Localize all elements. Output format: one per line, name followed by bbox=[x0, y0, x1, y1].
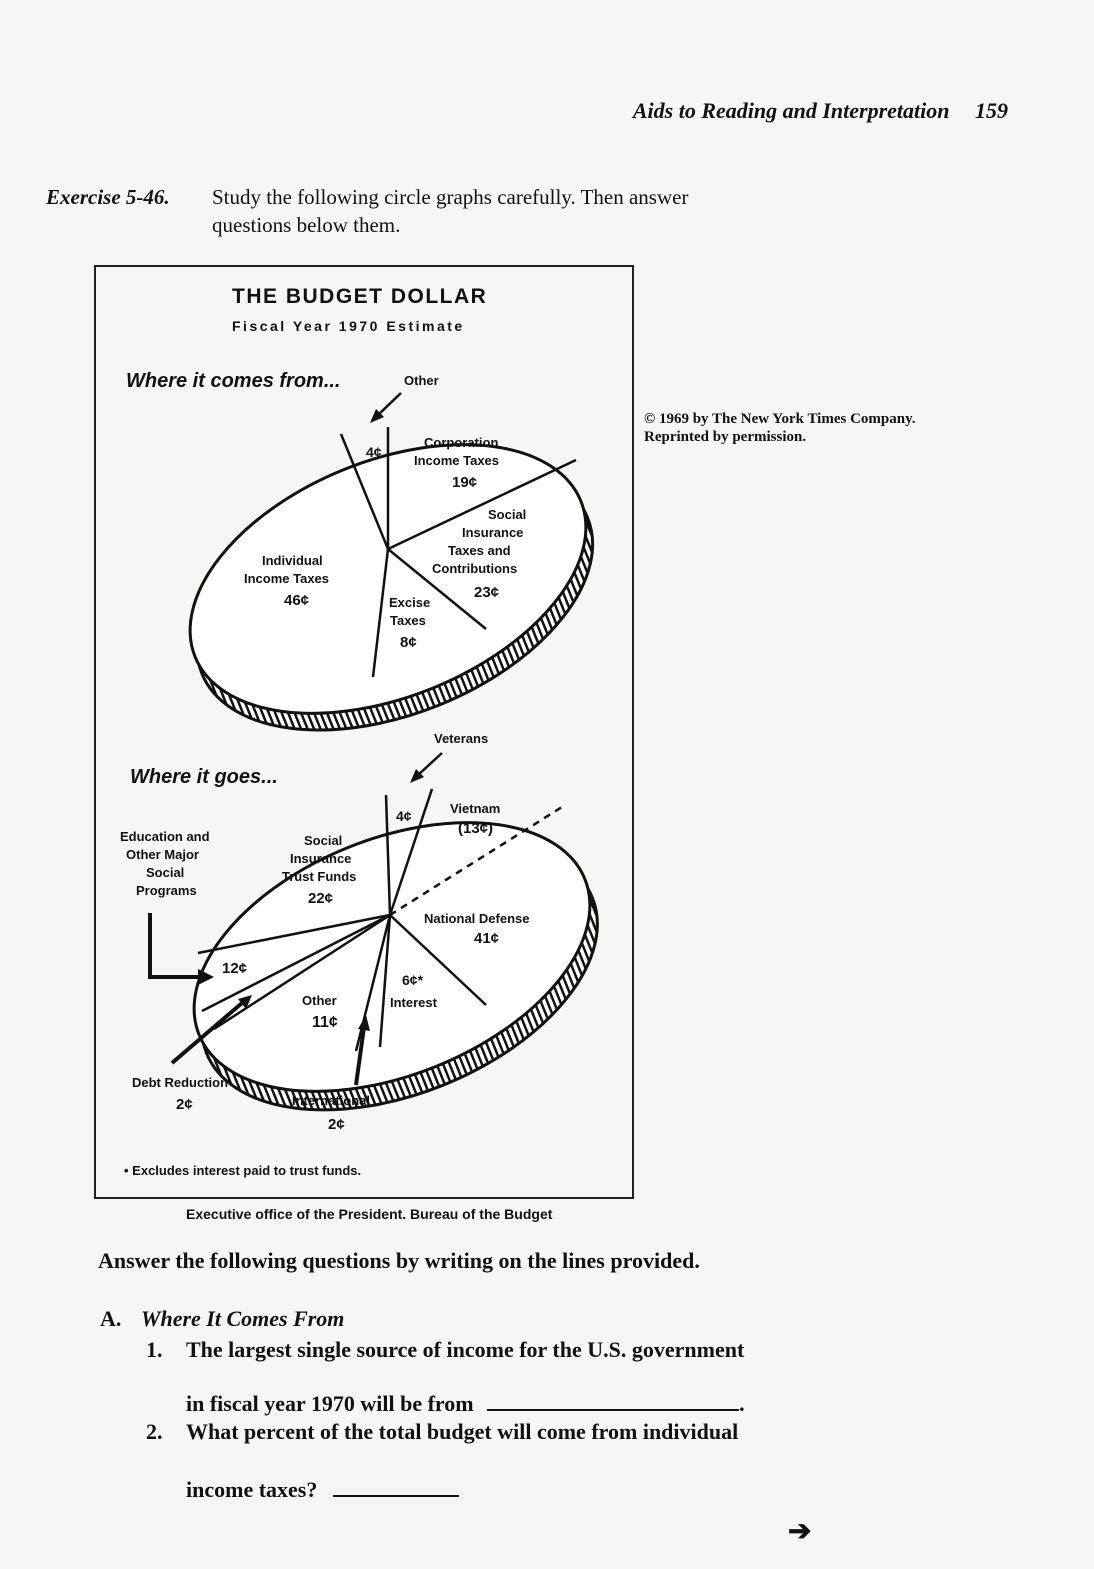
budget-chart-svg bbox=[96, 267, 636, 1201]
interest-value: 6¢* bbox=[402, 972, 424, 988]
income-pie bbox=[151, 373, 632, 783]
corp-value: 19¢ bbox=[452, 474, 478, 491]
budget-figure bbox=[94, 265, 634, 1199]
instruction-line-2: questions below them. bbox=[212, 213, 401, 237]
education-value: 12¢ bbox=[222, 960, 248, 977]
excise-value: 8¢ bbox=[400, 634, 417, 651]
figure-subtitle: Fiscal Year 1970 Estimate bbox=[232, 318, 465, 334]
question-2-number: 2. bbox=[146, 1419, 163, 1444]
spend-other-label: Other bbox=[302, 993, 337, 1008]
education-pointer bbox=[150, 913, 200, 977]
copyright-line-2: Reprinted by permission. bbox=[644, 429, 807, 445]
social-ins-label-4: Contributions bbox=[432, 561, 518, 576]
copyright-line-1: © 1969 by The New York Times Company. bbox=[644, 411, 916, 427]
social-ins-value: 23¢ bbox=[474, 584, 500, 601]
section-a-heading bbox=[100, 1306, 344, 1332]
corp-label-1: Corporation bbox=[424, 435, 499, 450]
corp-label-2: Income Taxes bbox=[414, 453, 500, 468]
international-value: 2¢ bbox=[328, 1116, 345, 1133]
veterans-value: 4¢ bbox=[396, 808, 412, 824]
exercise-instruction bbox=[212, 183, 822, 239]
education-label-1: Education and bbox=[120, 829, 210, 844]
individual-label-1: Individual bbox=[262, 553, 323, 568]
instruction-line-1: Study the following circle graphs carefully. Then answer bbox=[212, 185, 689, 209]
trust-label-2: Insurance bbox=[290, 851, 352, 866]
defense-value: 41¢ bbox=[474, 930, 500, 947]
question-2-text: income taxes? bbox=[186, 1477, 318, 1502]
veterans-label: Veterans bbox=[434, 731, 489, 746]
question-2-line-2 bbox=[186, 1475, 459, 1504]
spending-pie bbox=[120, 731, 636, 1163]
social-ins-label-3: Taxes and bbox=[448, 543, 511, 558]
comes-from-heading: Where it comes from... bbox=[126, 370, 341, 392]
income-other-label: Other bbox=[404, 373, 439, 388]
vietnam-label: Vietnam bbox=[450, 801, 501, 816]
individual-label-2: Income Taxes bbox=[244, 571, 330, 586]
page-header bbox=[633, 98, 1008, 124]
international-label: International bbox=[292, 1093, 371, 1108]
question-1-text: in fiscal year 1970 will be from bbox=[186, 1391, 474, 1416]
question-1-period: . bbox=[739, 1391, 745, 1416]
education-label-2: Other Major bbox=[126, 847, 199, 862]
figure-title: THE BUDGET DOLLAR bbox=[232, 285, 488, 308]
social-ins-label-1: Social bbox=[488, 507, 527, 522]
goes-heading: Where it goes... bbox=[130, 766, 278, 788]
vietnam-value: (13¢) bbox=[458, 820, 494, 837]
interest-label: Interest bbox=[390, 995, 437, 1010]
section-a-label: A. bbox=[100, 1306, 122, 1331]
question-1-answer-blank[interactable] bbox=[487, 1389, 739, 1411]
section-a-title: Where It Comes From bbox=[140, 1306, 345, 1331]
question-1-line-1: The largest single source of income for the U.S. government bbox=[186, 1337, 745, 1362]
education-label-4: Programs bbox=[136, 883, 197, 898]
excise-label-2: Taxes bbox=[390, 613, 426, 628]
exercise-label: Exercise 5-46. bbox=[46, 185, 170, 209]
debt-label: Debt Reduction bbox=[132, 1075, 229, 1090]
excise-label-1: Excise bbox=[389, 595, 431, 610]
defense-label: National Defense bbox=[424, 911, 530, 926]
question-2-line-1: What percent of the total budget will come from individual bbox=[186, 1419, 739, 1444]
question-1-line-2 bbox=[186, 1389, 745, 1418]
question-2-answer-blank[interactable] bbox=[333, 1475, 459, 1497]
income-other-value: 4¢ bbox=[366, 444, 382, 460]
spend-other-value: 11¢ bbox=[312, 1014, 338, 1031]
answer-instructions: Answer the following questions by writing on the lines provided. bbox=[98, 1248, 700, 1273]
page-number: 159 bbox=[975, 98, 1008, 123]
continue-arrow-icon: ➔ bbox=[788, 1516, 812, 1547]
veterans-pointer bbox=[418, 753, 442, 775]
income-other-pointer bbox=[378, 393, 401, 415]
figure-credit: Executive office of the President. Bureau of the Budget bbox=[186, 1206, 553, 1222]
individual-value: 46¢ bbox=[284, 592, 310, 609]
copyright-notice bbox=[644, 410, 1024, 446]
social-ins-label-2: Insurance bbox=[462, 525, 524, 540]
question-1-number: 1. bbox=[146, 1337, 163, 1362]
footnote: • Excludes interest paid to trust funds. bbox=[124, 1163, 362, 1178]
running-title: Aids to Reading and Interpretation bbox=[632, 98, 950, 123]
trust-label-3: Trust Funds bbox=[282, 869, 357, 884]
education-label-3: Social bbox=[146, 865, 185, 880]
trust-value: 22¢ bbox=[308, 890, 334, 907]
trust-label-1: Social bbox=[304, 833, 343, 848]
debt-value: 2¢ bbox=[176, 1096, 193, 1113]
